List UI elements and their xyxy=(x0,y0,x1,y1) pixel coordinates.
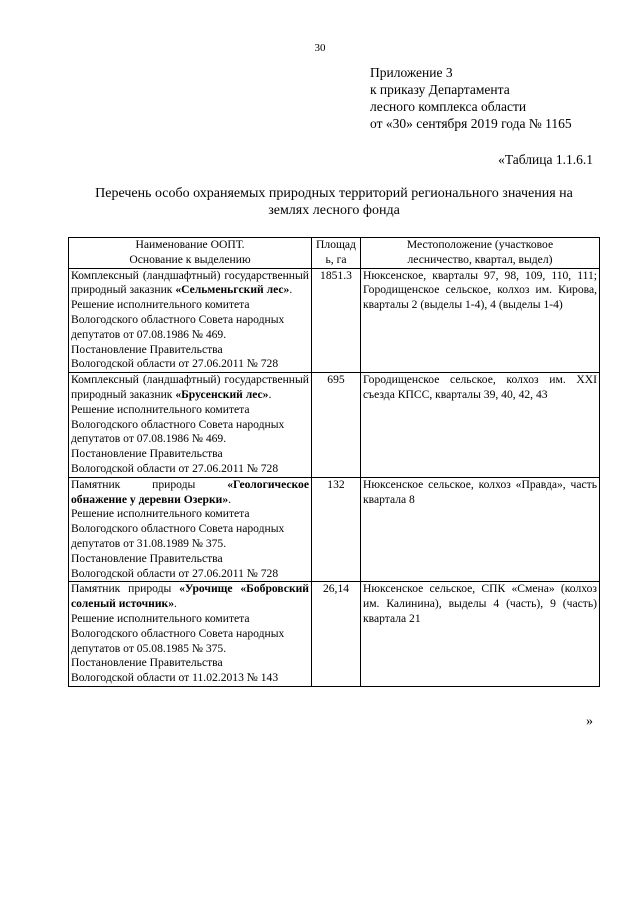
basis-line: депутатов от 07.08.1986 № 469. xyxy=(71,327,227,341)
table-row xyxy=(69,582,600,687)
cell-area: 26,14 xyxy=(312,582,361,687)
table-row xyxy=(69,477,600,582)
title-line: Перечень особо охраняемых природных территорий регионального значения на xyxy=(95,186,573,201)
area-name-tail: . xyxy=(174,597,177,611)
basis-line: Постановление Правительства xyxy=(71,656,223,670)
cell-area: 695 xyxy=(312,373,361,478)
basis-line: депутатов от 31.08.1989 № 375. xyxy=(71,536,227,550)
area-name-bold: «Урочище «Бобровский соленый источник» xyxy=(71,582,309,611)
location-line: Городищенское сельское, колхоз им. XXI xyxy=(363,373,597,387)
cell-location xyxy=(361,373,600,478)
area-name-text: государственный природный заказник xyxy=(71,268,309,297)
basis-line: Вологодской области от 27.06.2011 № 728 xyxy=(71,357,279,371)
area-name-text: Памятник природы xyxy=(71,477,196,491)
table-header-row xyxy=(69,238,600,269)
area-name xyxy=(71,373,309,403)
protected-areas-table xyxy=(68,237,600,687)
area-name xyxy=(71,478,309,508)
location-line: (колхоз им. Калинина), выделы 4 (часть), xyxy=(363,582,597,611)
basis-line: Постановление Правительства xyxy=(71,551,223,565)
header-location-line: лесничество, квартал, выдел) xyxy=(407,252,553,266)
location-line: Нюксенское сельское, колхоз «Правда», xyxy=(363,477,566,491)
header-area-line: ь, га xyxy=(325,252,347,266)
area-name-text: государственный природный заказник xyxy=(71,373,309,401)
page-number: 30 xyxy=(314,42,326,54)
appendix-line: к приказу Департамента xyxy=(370,82,510,97)
area-name-bold: «Сельменьгский лес» xyxy=(175,283,290,297)
basis-line: Вологодской области от 11.02.2013 № 143 xyxy=(71,671,279,685)
cell-name-basis xyxy=(69,582,312,687)
basis-line: Решение исполнительного комитета xyxy=(71,611,250,625)
cell-name-basis xyxy=(69,373,312,478)
basis-line: Постановление Правительства xyxy=(71,447,223,461)
cell-location xyxy=(361,477,600,582)
cell-name-basis xyxy=(69,268,312,373)
location-line: Кирова, кварталы 2 (выделы 1-4), 4 xyxy=(363,283,597,312)
basis-line: Решение исполнительного комитета xyxy=(71,402,250,416)
header-location xyxy=(361,238,600,269)
header-name-line: Наименование ООПТ. xyxy=(135,238,245,251)
basis-line: Вологодского областного Совета народных xyxy=(71,312,285,326)
area-name-text: Комплексный (ландшафтный) xyxy=(71,268,221,282)
area-name-tail: . xyxy=(268,387,272,401)
area-name-text: Памятник природы xyxy=(71,582,172,596)
appendix-line: Приложение 3 xyxy=(370,65,453,80)
location-line: Нюксенское сельское, СПК «Смена» xyxy=(363,582,555,596)
appendix-header xyxy=(370,64,630,132)
area-name-bold: «Брусенский лес» xyxy=(175,387,269,401)
location-line: 111; xyxy=(577,268,597,282)
location-line: съезда КПСС, кварталы 39, 40, 42, 43 xyxy=(363,387,548,401)
location-line: 9 (часть) квартала 21 xyxy=(363,597,597,625)
table-row xyxy=(69,373,600,478)
location-line: Городищенское сельское, колхоз им. xyxy=(363,283,552,297)
header-area xyxy=(312,238,361,269)
basis-line: Решение исполнительного комитета xyxy=(71,507,250,521)
location-text xyxy=(363,582,597,626)
location-text xyxy=(363,269,597,313)
area-name xyxy=(71,582,309,612)
cell-area: 1851.3 xyxy=(312,268,361,373)
location-text xyxy=(363,478,597,508)
cell-name-basis xyxy=(69,477,312,582)
location-line: (выделы 1-4) xyxy=(498,298,563,312)
basis-line: Вологодского областного Совета народных xyxy=(71,626,285,640)
header-area-line: Площад xyxy=(316,238,356,251)
basis-line: Вологодского областного Совета народных xyxy=(71,417,285,431)
closing-quote: » xyxy=(586,714,593,729)
area-name-tail: . xyxy=(228,492,232,506)
appendix-line: от «30» сентября 2019 года № 1165 xyxy=(370,116,572,131)
cell-area: 132 xyxy=(312,477,361,582)
header-name-line: Основание к выделению xyxy=(129,252,251,266)
header-location-line: Местоположение (участковое xyxy=(406,238,554,251)
cell-location xyxy=(361,582,600,687)
basis-line: Вологодского областного Совета народных xyxy=(71,522,285,536)
basis-line: депутатов от 05.08.1985 № 375. xyxy=(71,641,227,655)
appendix-line: лесного комплекса области xyxy=(370,99,527,114)
basis-line: депутатов от 07.08.1986 № 469. xyxy=(71,432,227,446)
area-name xyxy=(71,269,309,299)
header-name xyxy=(69,238,312,269)
title-line: землях лесного фонда xyxy=(268,203,400,218)
basis-line: Вологодской области от 27.06.2011 № 728 xyxy=(71,566,279,580)
basis-line: Вологодской области от 27.06.2011 № 728 xyxy=(71,461,279,475)
location-line: Нюксенское, кварталы 97, 98, 109, 110, xyxy=(363,268,572,282)
table-row xyxy=(69,268,600,373)
basis-line: Решение исполнительного комитета xyxy=(71,298,250,312)
document-title xyxy=(68,185,600,219)
cell-location xyxy=(361,268,600,373)
location-text xyxy=(363,373,597,403)
table-reference: «Таблица 1.1.6.1 xyxy=(498,152,593,167)
area-name-text: Комплексный (ландшафтный) xyxy=(71,373,221,387)
area-name-bold: «Геологическое обнажение у деревни Озерки» xyxy=(71,477,309,506)
area-name-tail: . xyxy=(289,283,293,297)
basis-line: Постановление Правительства xyxy=(71,342,223,356)
location-line: часть квартала 8 xyxy=(363,477,597,506)
